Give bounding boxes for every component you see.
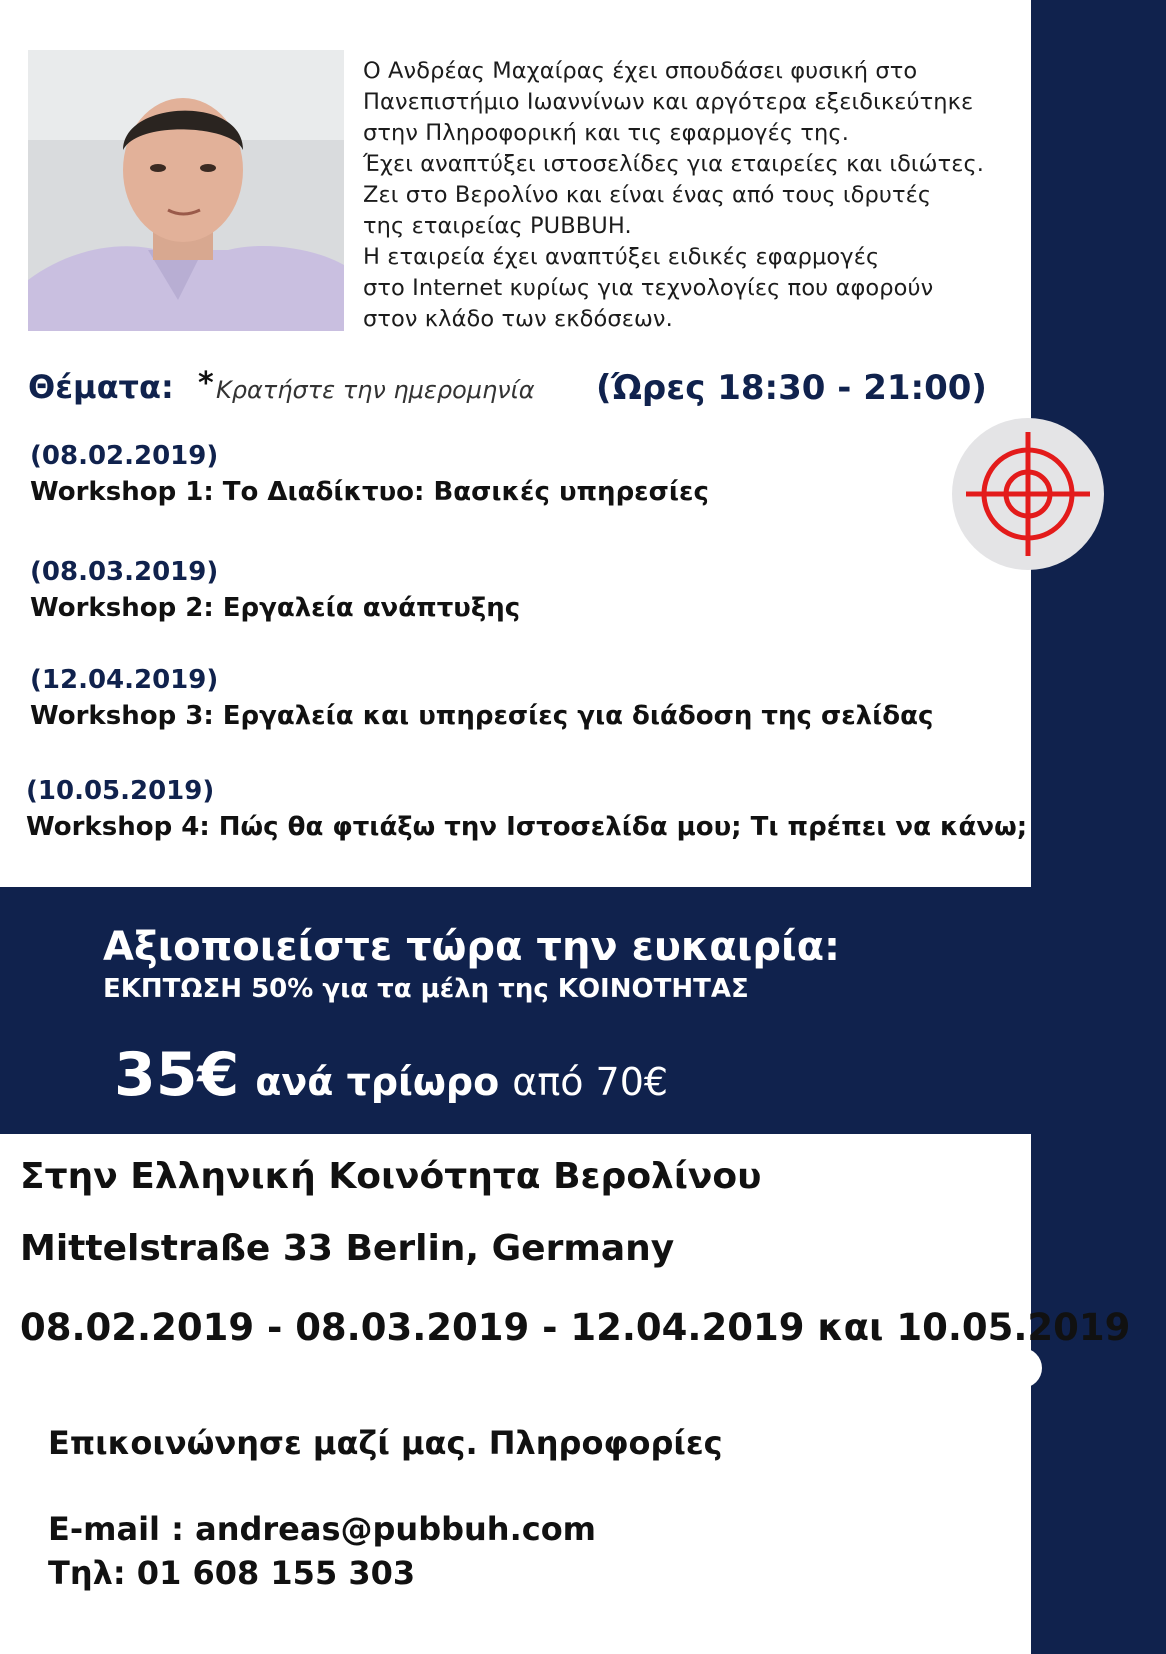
bio-line: στον κλάδο των εκδόσεων. bbox=[363, 306, 673, 332]
hours-label: (Ώρες 18:30 - 21:00) bbox=[596, 368, 987, 408]
workshop-date: (12.04.2019) bbox=[30, 665, 219, 695]
workshop-title: Workshop 3: Εργαλεία και υπηρεσίες για διάδοση της σελίδας bbox=[30, 701, 934, 731]
workshop-title: Workshop 1: Το Διαδίκτυο: Βασικές υπηρεσίες bbox=[30, 477, 709, 507]
topics-header bbox=[28, 368, 1028, 412]
workshop-item bbox=[26, 773, 1026, 845]
contact-phone[interactable]: Τηλ: 01 608 155 303 bbox=[48, 1554, 416, 1592]
price-value: 35€ bbox=[114, 1040, 240, 1110]
old-price: από 70€ bbox=[512, 1060, 669, 1104]
speaker-bio bbox=[363, 56, 1013, 335]
workshop-title: Workshop 2: Εργαλεία ανάπτυξης bbox=[30, 593, 521, 623]
workshop-date: (08.02.2019) bbox=[30, 441, 219, 471]
promo-headline: Αξιοποιείστε τώρα την ευκαιρία: bbox=[103, 924, 841, 970]
portrait-photo bbox=[28, 50, 344, 331]
contact-heading: Επικοινώνησε μαζί μας. Πληροφορίες bbox=[48, 1424, 723, 1462]
venue-address: Mittelstraße 33 Berlin, Germany bbox=[20, 1228, 675, 1269]
bio-line: στην Πληροφορική και τις εφαρμογές της. bbox=[363, 120, 849, 146]
bio-line: Ζει στο Βερολίνο και είναι ένας από τους ιδρυτές bbox=[363, 182, 932, 208]
workshop-item bbox=[30, 554, 1030, 626]
event-dates: 08.02.2019 - 08.03.2019 - 12.04.2019 και 10.05.2019 bbox=[20, 1306, 1131, 1349]
bio-line: Έχει αναπτύξει ιστοσελίδες για εταιρείες και ιδιώτες. bbox=[363, 151, 985, 177]
promo-discount: ΕΚΠΤΩΣΗ 50% για τα μέλη της ΚΟΙΝΟΤΗΤΑΣ bbox=[103, 974, 749, 1004]
workshop-date: (10.05.2019) bbox=[26, 776, 215, 806]
workshop-item bbox=[30, 438, 1030, 510]
venue-name: Στην Ελληνική Κοινότητα Βερολίνου bbox=[20, 1156, 762, 1197]
bio-line: Η εταιρεία έχει αναπτύξει ειδικές εφαρμογές bbox=[363, 244, 880, 270]
speaker-photo bbox=[28, 50, 344, 331]
bio-line: της εταιρείας PUBBUH. bbox=[363, 213, 632, 239]
workshop-title: Workshop 4: Πώς θα φτιάξω την Ιστοσελίδα μου; Τι πρέπει να κάνω; bbox=[26, 812, 1028, 842]
bio-line: Ο Ανδρέας Μαχαίρας έχει σπουδάσει φυσική στο bbox=[363, 58, 918, 84]
workshop-date: (08.03.2019) bbox=[30, 557, 219, 587]
contact-email[interactable]: E-mail : andreas@pubbuh.com bbox=[48, 1510, 597, 1548]
topics-label: Θέματα: bbox=[28, 368, 174, 406]
workshop-item bbox=[30, 662, 1030, 734]
price-per: ανά τρίωρο bbox=[255, 1060, 500, 1104]
price-row bbox=[114, 1040, 668, 1110]
bio-line: Πανεπιστήμιο Ιωαννίνων και αργότερα εξειδικεύτηκε bbox=[363, 89, 974, 115]
bio-line: στο Internet κυρίως για τεχνολογίες που αφορούν bbox=[363, 275, 934, 301]
asterisk-mark: * bbox=[198, 366, 214, 401]
reserve-date-note: Κρατήστε την ημερομηνία bbox=[216, 376, 535, 404]
right-navy-bar bbox=[1031, 0, 1166, 1654]
